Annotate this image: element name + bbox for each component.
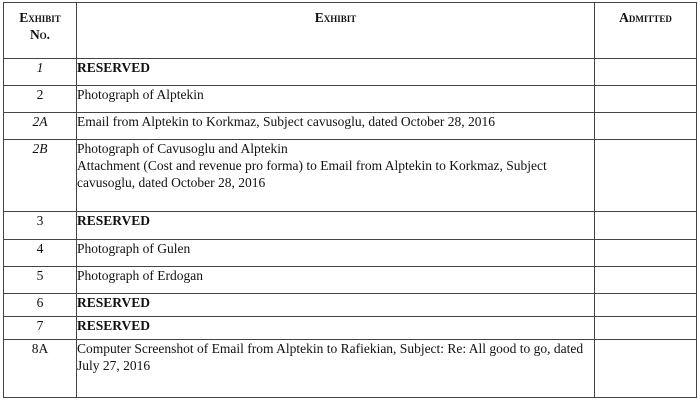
exhibit-description xyxy=(77,340,595,398)
exhibit-description-line: Computer Screenshot of Email from Alptekin to Rafiekian, Subject: Re: All good to go, dated July 27, 2016 xyxy=(77,341,584,373)
exhibit-number: 2B xyxy=(4,140,77,212)
exhibit-description xyxy=(77,140,595,212)
admitted-cell xyxy=(595,240,697,267)
exhibit-description-line: Attachment (Cost and revenue pro forma) to Email from Alptekin to Korkmaz, Subject cavusoglu, dated October 28, 2016 xyxy=(77,158,547,190)
admitted-cell xyxy=(595,267,697,294)
exhibit-description-line: Photograph of Alptekin xyxy=(77,87,204,102)
exhibit-description-line: Photograph of Erdogan xyxy=(77,268,203,283)
admitted-cell xyxy=(595,140,697,212)
table-row xyxy=(4,240,697,267)
exhibit-description-line: RESERVED xyxy=(77,295,151,310)
exhibit-description xyxy=(77,86,595,113)
exhibit-description xyxy=(77,212,595,240)
header-exhibit: Exhibit xyxy=(77,3,595,59)
exhibit-description xyxy=(77,267,595,294)
table-row xyxy=(4,267,697,294)
table-row xyxy=(4,59,697,86)
exhibit-description xyxy=(77,317,595,340)
header-row xyxy=(4,3,697,59)
admitted-cell xyxy=(595,113,697,140)
admitted-cell xyxy=(595,86,697,113)
exhibit-description-line: Photograph of Gulen xyxy=(77,241,191,256)
exhibit-description xyxy=(77,294,595,317)
exhibit-number: 6 xyxy=(4,294,77,317)
exhibit-table xyxy=(3,2,697,398)
exhibit-description-line: Email from Alptekin to Korkmaz, Subject cavusoglu, dated October 28, 2016 xyxy=(77,114,496,129)
header-exhibit-no-line2: No. xyxy=(29,27,51,42)
exhibit-description xyxy=(77,59,595,86)
table-row xyxy=(4,140,697,212)
admitted-cell xyxy=(595,340,697,398)
exhibit-number: 8A xyxy=(4,340,77,398)
admitted-cell xyxy=(595,59,697,86)
table-row xyxy=(4,212,697,240)
exhibit-description-line: RESERVED xyxy=(77,60,151,75)
exhibit-number: 5 xyxy=(4,267,77,294)
exhibit-number: 7 xyxy=(4,317,77,340)
exhibit-description xyxy=(77,113,595,140)
exhibit-description-line: Photograph of Cavusoglu and Alptekin xyxy=(77,141,288,156)
exhibit-number: 2 xyxy=(4,86,77,113)
table-row xyxy=(4,317,697,340)
header-exhibit-no xyxy=(4,3,77,59)
admitted-cell xyxy=(595,294,697,317)
exhibit-number: 4 xyxy=(4,240,77,267)
header-admitted: Admitted xyxy=(595,3,697,59)
admitted-cell xyxy=(595,212,697,240)
exhibit-description-line: RESERVED xyxy=(77,213,151,228)
exhibit-description xyxy=(77,240,595,267)
admitted-cell xyxy=(595,317,697,340)
exhibit-description-line: RESERVED xyxy=(77,318,151,333)
exhibit-rows xyxy=(4,59,697,398)
exhibit-number: 3 xyxy=(4,212,77,240)
table-row xyxy=(4,113,697,140)
table-row xyxy=(4,86,697,113)
table-row xyxy=(4,294,697,317)
exhibit-number: 1 xyxy=(4,59,77,86)
table-row xyxy=(4,340,697,398)
header-exhibit-no-line1: Exhibit xyxy=(19,10,61,25)
exhibit-number: 2A xyxy=(4,113,77,140)
